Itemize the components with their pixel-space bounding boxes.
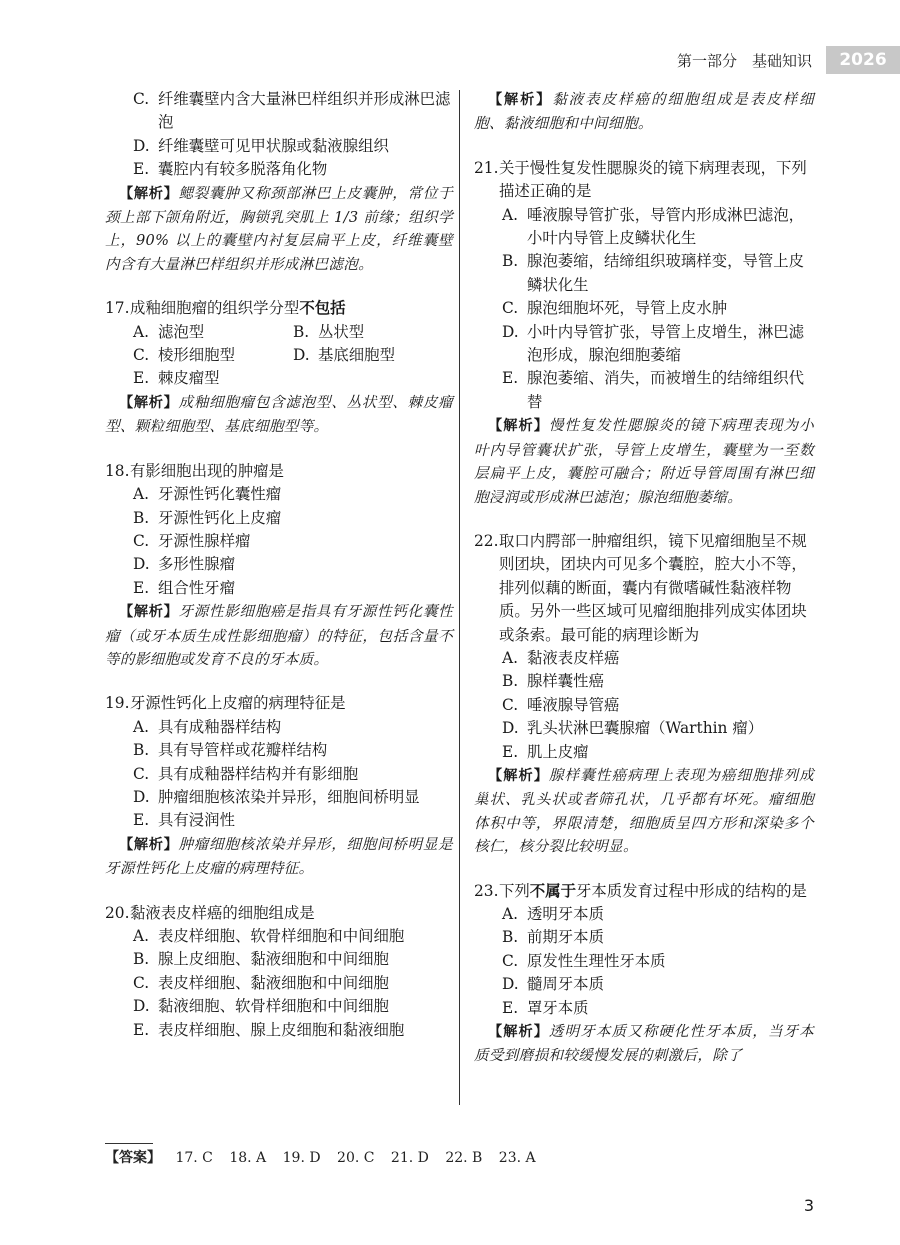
answer-item: 17. C [175, 1150, 213, 1166]
option: E. 具有浸润性 [133, 811, 235, 830]
option: D. 髓周牙本质 [502, 975, 604, 994]
question-16-tail [105, 88, 453, 276]
option: C. 表皮样细胞、黏液细胞和中间细胞 [133, 973, 389, 992]
option: C. 原发性生理性牙本质 [502, 951, 666, 970]
option: C. 棱形细胞型 [133, 346, 235, 365]
option: D. 黏液细胞、软骨样细胞和中间细胞 [133, 997, 389, 1016]
question-stem: 18. 有影细胞出现的肿瘤是 [105, 461, 284, 480]
option: A. 表皮样细胞、软骨样细胞和中间细胞 [133, 927, 405, 945]
question-23 [474, 880, 814, 1068]
analysis: 【解析】牙源性影细胞癌是指具有牙源性钙化囊性瘤（或牙本质生成性影细胞瘤）的特征，包括含量不等的影细胞或发育不良的牙本质。 [105, 603, 453, 668]
analysis: 【解析】肿瘤细胞核浓染并异形，细胞间桥明显是牙源性钙化上皮瘤的病理特征。 [105, 835, 453, 878]
section-title: 第一部分 基础知识 [676, 52, 812, 70]
analysis: 【解析】透明牙本质又称硬化性牙本质，当牙本质受到磨损和较缓慢发展的刺激后，除了 [474, 1023, 814, 1065]
option: C. 纤维囊壁内含大量淋巴样组织并形成淋巴滤泡 [133, 90, 451, 132]
analysis: 【解析】黏液表皮样癌的细胞组成是表皮样细胞、黏液细胞和中间细胞。 [474, 91, 814, 133]
option: D. 乳头状淋巴囊腺瘤（Warthin 瘤） [502, 719, 764, 738]
question-18 [105, 460, 453, 672]
question-stem: 23. 下列不属于牙本质发育过程中形成的结构的是 [474, 881, 807, 900]
option: A. 具有成釉器样结构 [133, 717, 282, 736]
analysis: 【解析】成釉细胞瘤包含滤泡型、丛状型、棘皮瘤型、颗粒细胞型、基底细胞型等。 [105, 393, 453, 436]
option: A. 滤泡型 [133, 322, 205, 341]
option: E. 腺泡萎缩、消失，而被增生的结缔组织代替 [502, 369, 805, 411]
option: D. 纤维囊壁可见甲状腺或黏液腺组织 [133, 136, 389, 155]
option: E. 组合性牙瘤 [133, 578, 235, 597]
answer-key-label: 【答案】 [105, 1150, 161, 1166]
question-20 [105, 902, 453, 1042]
analysis: 【解析】腺样囊性癌病理上表现为癌细胞排列成巢状、乳头状或者筛孔状，几乎都有坏死。瘤细胞体积中等，界限清楚，细胞质呈四方形和深染多个核仁，核分裂比较明显。 [474, 766, 814, 856]
option: B. 腺泡萎缩，结缔组织玻璃样变，导管上皮鳞状化生 [502, 252, 805, 294]
year-badge: 2026 [826, 46, 900, 74]
option: A. 牙源性钙化囊性瘤 [133, 485, 282, 504]
question-17 [105, 297, 453, 438]
answer-item: 18. A [229, 1150, 267, 1166]
answer-item: 19. D [282, 1150, 321, 1166]
option: B. 前期牙本质 [502, 928, 604, 947]
option: B. 腺上皮细胞、黏液细胞和中间细胞 [133, 950, 389, 969]
question-21 [474, 157, 814, 509]
option: D. 基底细胞型 [293, 346, 395, 365]
option: C. 腺泡细胞坏死，导管上皮水肿 [502, 299, 728, 318]
answer-item: 21. D [390, 1150, 429, 1166]
question-stem: 20. 黏液表皮样癌的细胞组成是 [105, 903, 315, 922]
option: B. 腺样囊性癌 [502, 672, 604, 691]
option: C. 唾液腺导管癌 [502, 695, 620, 714]
option-grid [105, 321, 453, 368]
column-divider [459, 90, 460, 1105]
option: D. 小叶内导管扩张，导管上皮增生，淋巴滤泡形成，腺泡细胞萎缩 [502, 322, 805, 365]
analysis: 【解析】慢性复发性腮腺炎的镜下病理表现为小叶内导管囊状扩张，导管上皮增生，囊壁为一至数层扁平上皮，囊腔可融合；附近导管周围有淋巴细胞浸润或形成淋巴滤泡；腺泡细胞萎缩。 [474, 417, 814, 506]
page-number: 3 [803, 1196, 814, 1215]
option: A. 透明牙本质 [502, 905, 604, 923]
option: C. 牙源性腺样瘤 [133, 531, 251, 550]
option: D. 多形性腺瘤 [133, 555, 235, 574]
question-stem: 19. 牙源性钙化上皮瘤的病理特征是 [105, 694, 346, 713]
option: D. 肿瘤细胞核浓染并异形，细胞间桥明显 [133, 787, 420, 806]
option: E. 表皮样细胞、腺上皮细胞和黏液细胞 [133, 1020, 405, 1039]
option: E. 肌上皮瘤 [502, 742, 589, 761]
option: B. 丛状型 [293, 322, 365, 341]
left-column [105, 88, 453, 1042]
right-column [474, 88, 814, 1068]
question-stem: 21. 关于慢性复发性腮腺炎的镜下病理表现，下列描述正确的是 [474, 158, 807, 201]
option: E. 罩牙本质 [502, 998, 589, 1017]
question-stem: 17. 成釉细胞瘤的组织学分型不包括 [105, 299, 346, 318]
answer-item: 22. B [445, 1150, 483, 1166]
option: E. 囊腔内有较多脱落角化物 [133, 160, 328, 179]
question-stem: 22. 取口内腭部一肿瘤组织，镜下见瘤细胞呈不规则团块，团块内可见多个囊腔，腔大小不等，排列似藕的断面，囊内有微嗜碱性黏液样物质。另外一些区域可见瘤细胞排列成实体团块或条索。最可能的病理诊断为 [474, 531, 807, 644]
option: C. 具有成釉器样结构并有影细胞 [133, 764, 359, 783]
option: B. 牙源性钙化上皮瘤 [133, 508, 282, 527]
question-22 [474, 530, 814, 859]
footnote-rule [105, 1143, 153, 1144]
option: A. 黏液表皮样癌 [502, 648, 620, 667]
question-20-analysis [474, 88, 814, 136]
option: E. 棘皮瘤型 [133, 369, 220, 388]
analysis: 【解析】鳃裂囊肿又称颈部淋巴上皮囊肿，常位于颈上部下颌角附近，胸锁乳突肌上 1/3 前缘；组织学上，90% 以上的囊壁内衬复层扁平上皮，纤维囊壁内含有大量淋巴样组织并形成淋巴滤泡。 [105, 184, 453, 273]
option: A. 唾液腺导管扩张，导管内形成淋巴滤泡，小叶内导管上皮鳞状化生 [502, 205, 805, 248]
page-header [0, 46, 900, 76]
answer-item: 23. A [498, 1150, 536, 1166]
option: B. 具有导管样或花瓣样结构 [133, 741, 328, 760]
question-19 [105, 692, 453, 880]
answer-item: 20. C [337, 1150, 375, 1166]
answer-key [105, 1147, 548, 1167]
